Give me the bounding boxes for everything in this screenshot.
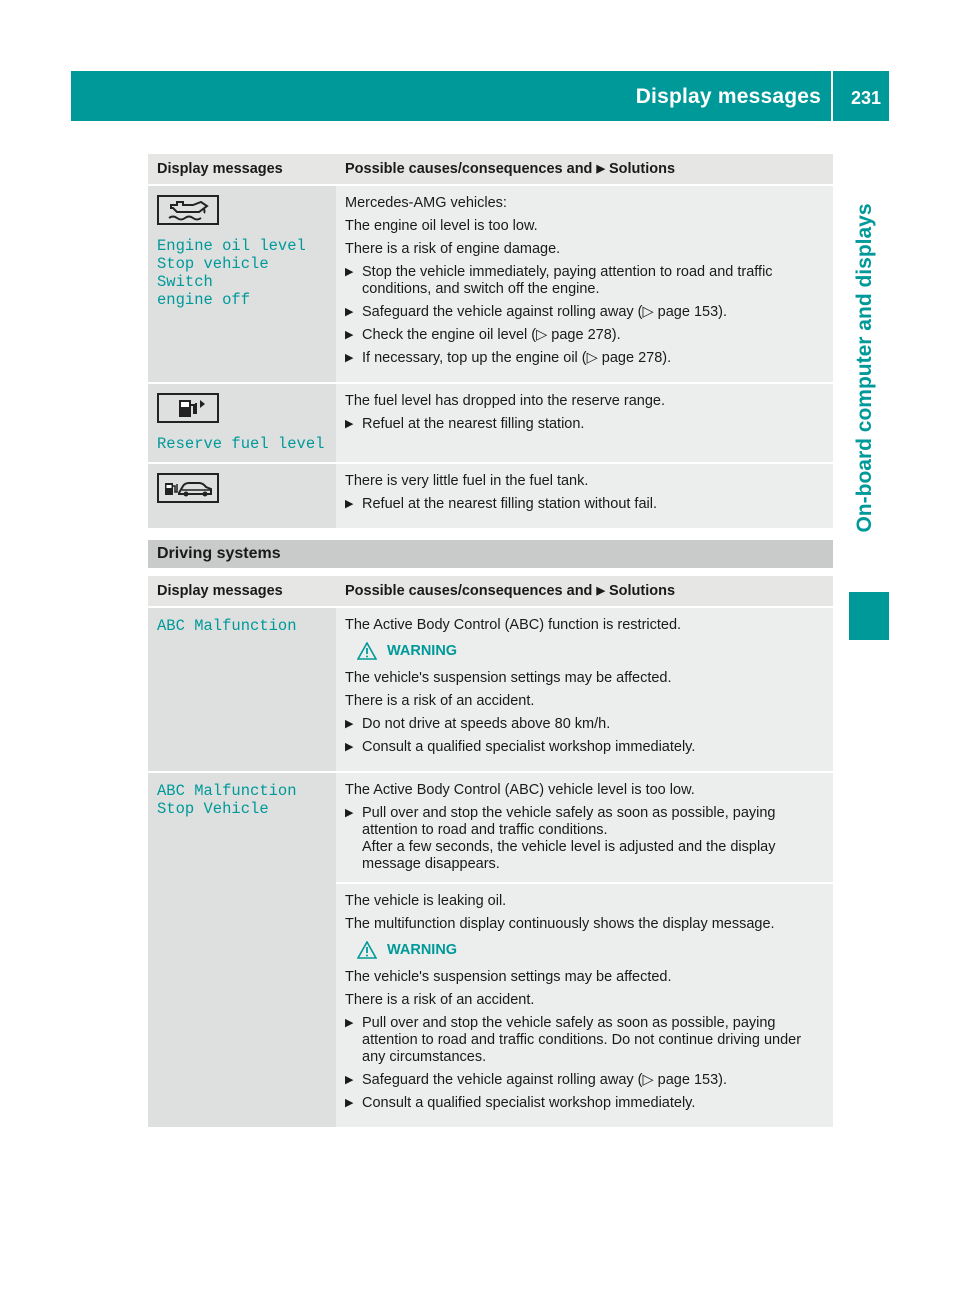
cause-text: The Active Body Control (ABC) function is restricted. [345, 617, 682, 633]
page-header [71, 71, 889, 121]
cause-text: There is a risk of engine damage. [345, 241, 561, 257]
cause-text: The Active Body Control (ABC) vehicle level is too low. [345, 782, 695, 798]
table-row [148, 463, 833, 528]
solution-step: ▶ If necessary, top up the engine oil (▷ page 278). [345, 350, 824, 367]
solution-step: ▶ Refuel at the nearest filling station without fail. [345, 496, 824, 513]
table-row [148, 772, 833, 883]
cause-text: Mercedes-AMG vehicles: [345, 195, 507, 211]
message-cell [148, 772, 336, 1127]
solution-step: ▶ Safeguard the vehicle against rolling away (▷ page 153). [345, 1072, 824, 1089]
message-line: ABC Malfunction [157, 617, 297, 635]
display-message-text [157, 782, 327, 818]
fuel-pump-icon [157, 393, 219, 427]
message-cell [148, 463, 336, 528]
display-messages-table-2 [148, 576, 833, 1127]
message-line: ABC Malfunction [157, 782, 297, 800]
message-line: Engine oil level [157, 237, 306, 255]
solution-step [345, 805, 824, 873]
warning-text: There is a risk of an accident. [345, 992, 535, 1008]
warning-label: WARNING [387, 942, 458, 958]
cause-text: The multifunction display continuously shows the display message. [345, 916, 775, 932]
causes-cell [336, 463, 833, 528]
header-title: Display messages [635, 85, 821, 108]
display-message-text [157, 237, 327, 309]
fuel-car-icon [157, 473, 219, 507]
causes-cell [336, 607, 833, 772]
message-line: Reserve fuel level [157, 435, 325, 453]
column-header-solutions-text: Solutions [608, 161, 676, 177]
display-message-text [157, 617, 327, 635]
message-cell [148, 185, 336, 383]
column-header-messages: Display messages [148, 576, 336, 607]
warning-heading [357, 941, 824, 959]
engine-oil-icon [157, 195, 219, 229]
causes-cell [336, 383, 833, 463]
solution-step: ▶ Check the engine oil level (▷ page 278). [345, 327, 824, 344]
column-header-causes [336, 154, 833, 185]
warning-text: There is a risk of an accident. [345, 693, 535, 709]
column-header-messages: Display messages [148, 154, 336, 185]
column-header-causes-text: Possible causes/consequences and [345, 161, 593, 177]
solution-step: ▶ Consult a qualified specialist workshop immediately. [345, 739, 824, 756]
table-row [148, 383, 833, 463]
column-header-causes-text: Possible causes/consequences and [345, 583, 593, 599]
causes-cell [336, 185, 833, 383]
message-line: Stop Vehicle [157, 800, 269, 818]
solution-step: ▶ Do not drive at speeds above 80 km/h. [345, 716, 824, 733]
warning-label: WARNING [387, 643, 458, 659]
column-header-solutions-text: Solutions [608, 583, 676, 599]
solution-arrow-icon: ▶ [596, 163, 605, 175]
cause-text: The engine oil level is too low. [345, 218, 538, 234]
column-header-causes [336, 576, 833, 607]
table-row [148, 607, 833, 772]
causes-cell [336, 772, 833, 883]
cause-text: The fuel level has dropped into the reserve range. [345, 393, 666, 409]
table-header-row [148, 154, 833, 185]
section-heading [148, 540, 833, 568]
solution-step: ▶ Consult a qualified specialist workshop immediately. [345, 1095, 824, 1112]
table-row [148, 185, 833, 383]
warning-triangle-icon [357, 941, 377, 959]
page-number: 231 [850, 88, 881, 108]
message-cell [148, 607, 336, 772]
solution-arrow-icon: ▶ [596, 585, 605, 597]
warning-text: The vehicle's suspension settings may be affected. [345, 670, 672, 686]
solution-step: ▶ Safeguard the vehicle against rolling away (▷ page 153). [345, 304, 824, 321]
display-message-text [157, 435, 327, 453]
message-line: Stop vehicle Switch [157, 255, 269, 291]
message-line: engine off [157, 291, 251, 309]
header-divider [831, 71, 833, 121]
chapter-label [841, 128, 889, 608]
solution-step: ▶ Refuel at the nearest filling station. [345, 416, 824, 433]
warning-triangle-icon [357, 642, 377, 660]
table-header-row [148, 576, 833, 607]
chapter-label-text: On-board computer and displays [853, 203, 876, 533]
chapter-tab [849, 592, 889, 640]
cause-text: The vehicle is leaking oil. [345, 893, 507, 909]
display-messages-table-1 [148, 154, 833, 528]
warning-text: The vehicle's suspension settings may be affected. [345, 969, 672, 985]
solution-step-text: Pull over and stop the vehicle safely as soon as possible, paying attention to road and traffic conditions. [362, 805, 776, 838]
warning-heading [357, 642, 824, 660]
solution-step: ▶ Pull over and stop the vehicle safely as soon as possible, paying attention to road and traffic conditions. Do not continue driving under any circumstances. [345, 1015, 824, 1066]
causes-cell [336, 883, 833, 1127]
message-cell [148, 383, 336, 463]
solution-step: ▶ Stop the vehicle immediately, paying attention to road and traffic conditions, and switch off the engine. [345, 264, 824, 298]
solution-step-note: After a few seconds, the vehicle level is adjusted and the display message disappears. [362, 839, 776, 872]
section-heading-text: Driving systems [157, 545, 281, 562]
cause-text: There is very little fuel in the fuel tank. [345, 473, 589, 489]
